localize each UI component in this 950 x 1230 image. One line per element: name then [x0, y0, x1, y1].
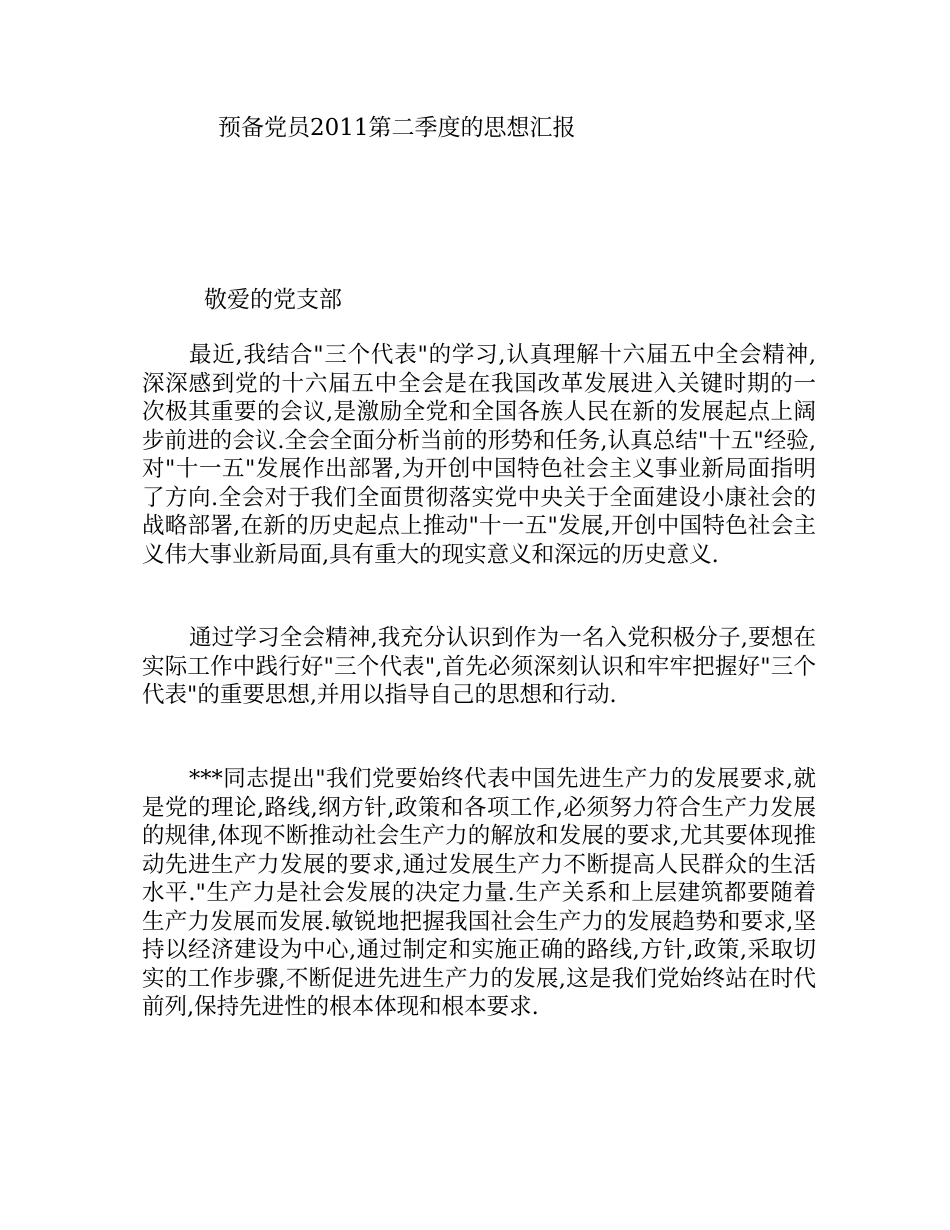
paragraph-1: 最近,我结合"三个代表"的学习,认真理解十六届五中全会精神,深深感到党的十六届五中全会是在我国改革发展进入关键时期的一次极其重要的会议,是激励全党和全国各族人民在新的发展起点上阔步前进的会议.全会全面分析当前的形势和任务,认真总结"十五"经验,对"十一五"发展作出部署,为开创中国特色社会主义事业新局面指明了方向.全会对于我们全面贯彻落实党中央关于全面建设小康社会的战略部署,在新的历史起点上推动"十一五"发展,开创中国特色社会主义伟大事业新局面,具有重大的现实意义和深远的历史意义. — [142, 342, 816, 568]
paragraph-2: 通过学习全会精神,我充分认识到作为一名入党积极分子,要想在实际工作中践行好"三个代表",首先必须深刻认识和牢牢把握好"三个代表"的重要思想,并用以指导自己的思想和行动. — [142, 625, 816, 708]
paragraph-3: ***同志提出"我们党要始终代表中国先进生产力的发展要求,就是党的理论,路线,纲方针,政策和各项工作,必须努力符合生产力发展的规律,体现不断推动社会生产力的解放和发展的要求,尤其要体现推动先进生产力发展的要求,通过发展生产力不断提高人民群众的生活水平."生产力是社会发展的决定力量.生产关系和上层建筑都要随着生产力发展而发展.敏锐地把握我国社会生产力的发展趋势和要求,坚持以经济建设为中心,通过制定和实施正确的路线,方针,政策,采取切实的工作步骤,不断促进先进生产力的发展,这是我们党始终站在时代前列,保持先进性的根本体现和根本要求. — [142, 766, 816, 1020]
salutation: 敬爱的党支部 — [204, 287, 342, 313]
document-title: 预备党员2011第二季度的思想汇报 — [218, 115, 576, 141]
